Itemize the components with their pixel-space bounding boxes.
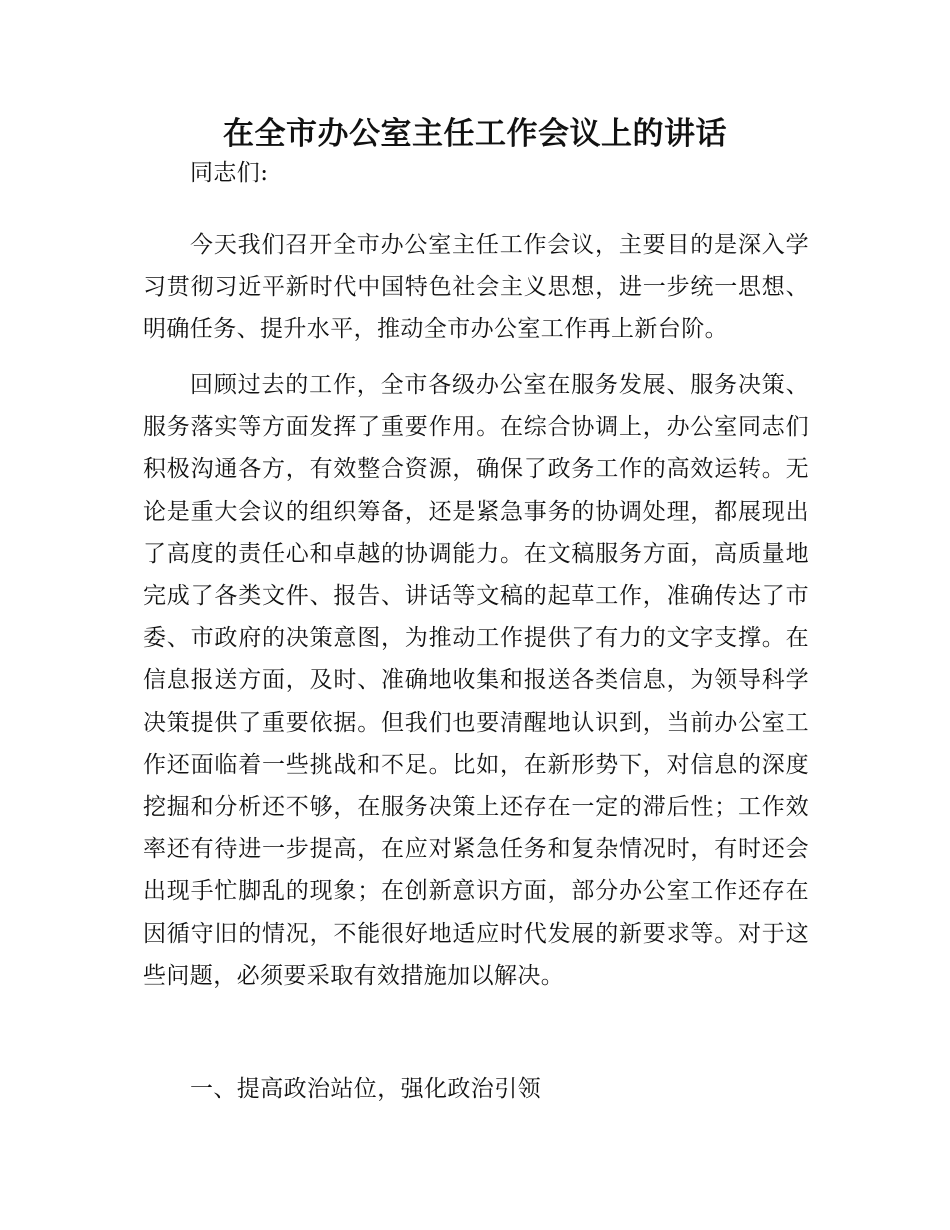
document-title: 在全市办公室主任工作会议上的讲话 bbox=[223, 116, 727, 152]
paragraph-review: 回顾过去的工作，全市各级办公室在服务发展、服务决策、服务落实等方面发挥了重要作用。在综合协调上，办公室同志们积极沟通各方，有效整合资源，确保了政务工作的高效运转。无论是重大会议的组织筹备，还是紧急事务的协调处理，都展现出了高度的责任心和卓越的协调能力。在文稿服务方面，高质量地完成了各类文件、报告、讲话等文稿的起草工作，准确传达了市委、市政府的决策意图，为推动工作提供了有力的文字支撑。在信息报送方面，及时、准确地收集和报送各类信息，为领导科学决策提供了重要依据。但我们也要清醒地认识到，当前办公室工作还面临着一些挑战和不足。比如，在新形势下，对信息的深度挖掘和分析还不够，在服务决策上还存在一定的滞后性；工作效率还有待进一步提高，在应对紧急任务和复杂情况时，有时还会出现手忙脚乱的现象；在创新意识方面，部分办公室工作还存在因循守旧的情况，不能很好地适应时代发展的新要求等。对于这些问题，必须要采取有效措施加以解决。 bbox=[143, 372, 809, 989]
paragraph-intro: 今天我们召开全市办公室主任工作会议，主要目的是深入学习贯彻习近平新时代中国特色社会主义思想，进一步统一思想、明确任务、提升水平，推动全市办公室工作再上新台阶。 bbox=[143, 232, 809, 343]
salutation: 同志们: bbox=[190, 160, 269, 186]
section-heading: 一、提高政治站位，强化政治引领 bbox=[190, 1076, 541, 1102]
